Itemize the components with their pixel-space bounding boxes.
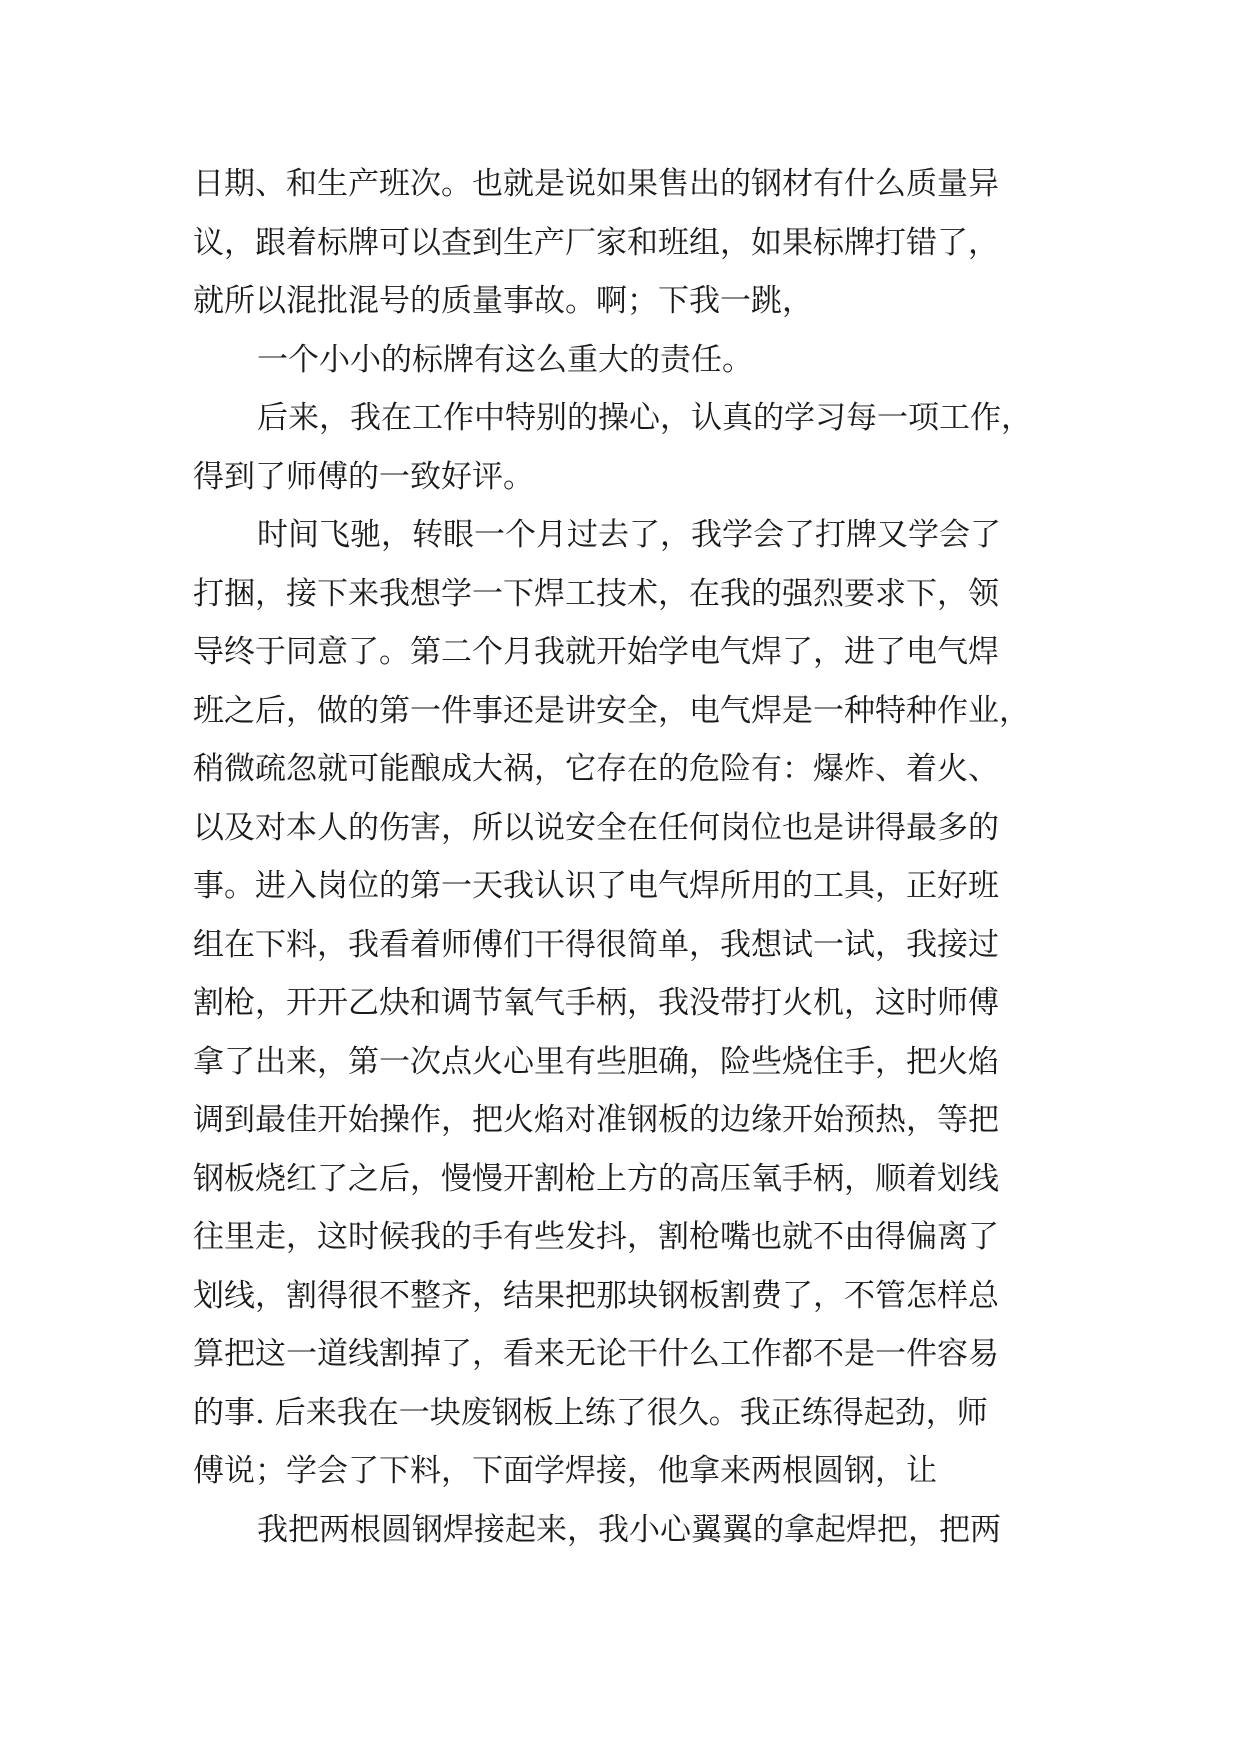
text-line: 事。进入岗位的第一天我认识了电气焊所用的工具，正好班 — [193, 868, 999, 904]
text-line: 得到了师傅的一致好评。 — [193, 458, 534, 495]
text-line: 议，跟着标牌可以查到生产厂家和班组，如果标牌打错了， — [193, 224, 999, 261]
text-line: 组在下料，我看着师傅们干得很简单，我想试一试，我接过 — [193, 926, 999, 963]
text-line: 算把这一道线割掉了，看来无论干什么工作都不是一件容易 — [193, 1336, 999, 1372]
text-line: 割枪，开开乙炔和调节氧气手柄，我没带打火机，这时师傅 — [193, 985, 999, 1021]
body-text — [193, 155, 1063, 1559]
text-line: 的事. 后来我在一块废钢板上练了很久。我正练得起劲，师 — [193, 1394, 988, 1431]
text-line: 稍微疏忽就可能酿成大祸，它存在的危险有：爆炸、着火、 — [193, 751, 999, 787]
text-line: 打捆，接下来我想学一下焊工技术，在我的强烈要求下，领 — [193, 575, 999, 612]
text-line: 日期、和生产班次。也就是说如果售出的钢材有什么质量异 — [193, 166, 999, 202]
text-line: 一个小小的标牌有这么重大的责任。 — [257, 341, 753, 378]
text-line: 傅说；学会了下料，下面学焊接，他拿来两根圆钢，让 — [193, 1453, 937, 1489]
text-line: 往里走，这时候我的手有些发抖，割枪嘴也就不由得偏离了 — [193, 1219, 999, 1255]
text-line: 我把两根圆钢焊接起来，我小心翼翼的拿起焊把，把两 — [257, 1511, 1001, 1548]
text-line: 就所以混批混号的质量事故。啊；下我一跳， — [193, 283, 813, 319]
text-line: 班之后，做的第一件事还是讲安全，电气焊是一种特种作业， — [193, 692, 1030, 729]
text-line: 钢板烧红了之后，慢慢开割枪上方的高压氧手柄，顺着划线 — [193, 1160, 999, 1197]
text-line: 以及对本人的伤害，所以说安全在任何岗位也是讲得最多的 — [193, 809, 999, 846]
text-line: 划线，割得很不整齐，结果把那块钢板割费了，不管怎样总 — [193, 1277, 999, 1314]
text-line: 导终于同意了。第二个月我就开始学电气焊了，进了电气焊 — [193, 634, 999, 670]
text-line: 后来，我在工作中特别的操心，认真的学习每一项工作， — [257, 400, 1032, 436]
text-line: 时间飞驰，转眼一个月过去了，我学会了打牌又学会了 — [257, 517, 1001, 553]
text-line: 调到最佳开始操作，把火焰对准钢板的边缘开始预热，等把 — [193, 1102, 999, 1138]
text-line: 拿了出来，第一次点火心里有些胆确，险些烧住手，把火焰 — [193, 1043, 999, 1080]
